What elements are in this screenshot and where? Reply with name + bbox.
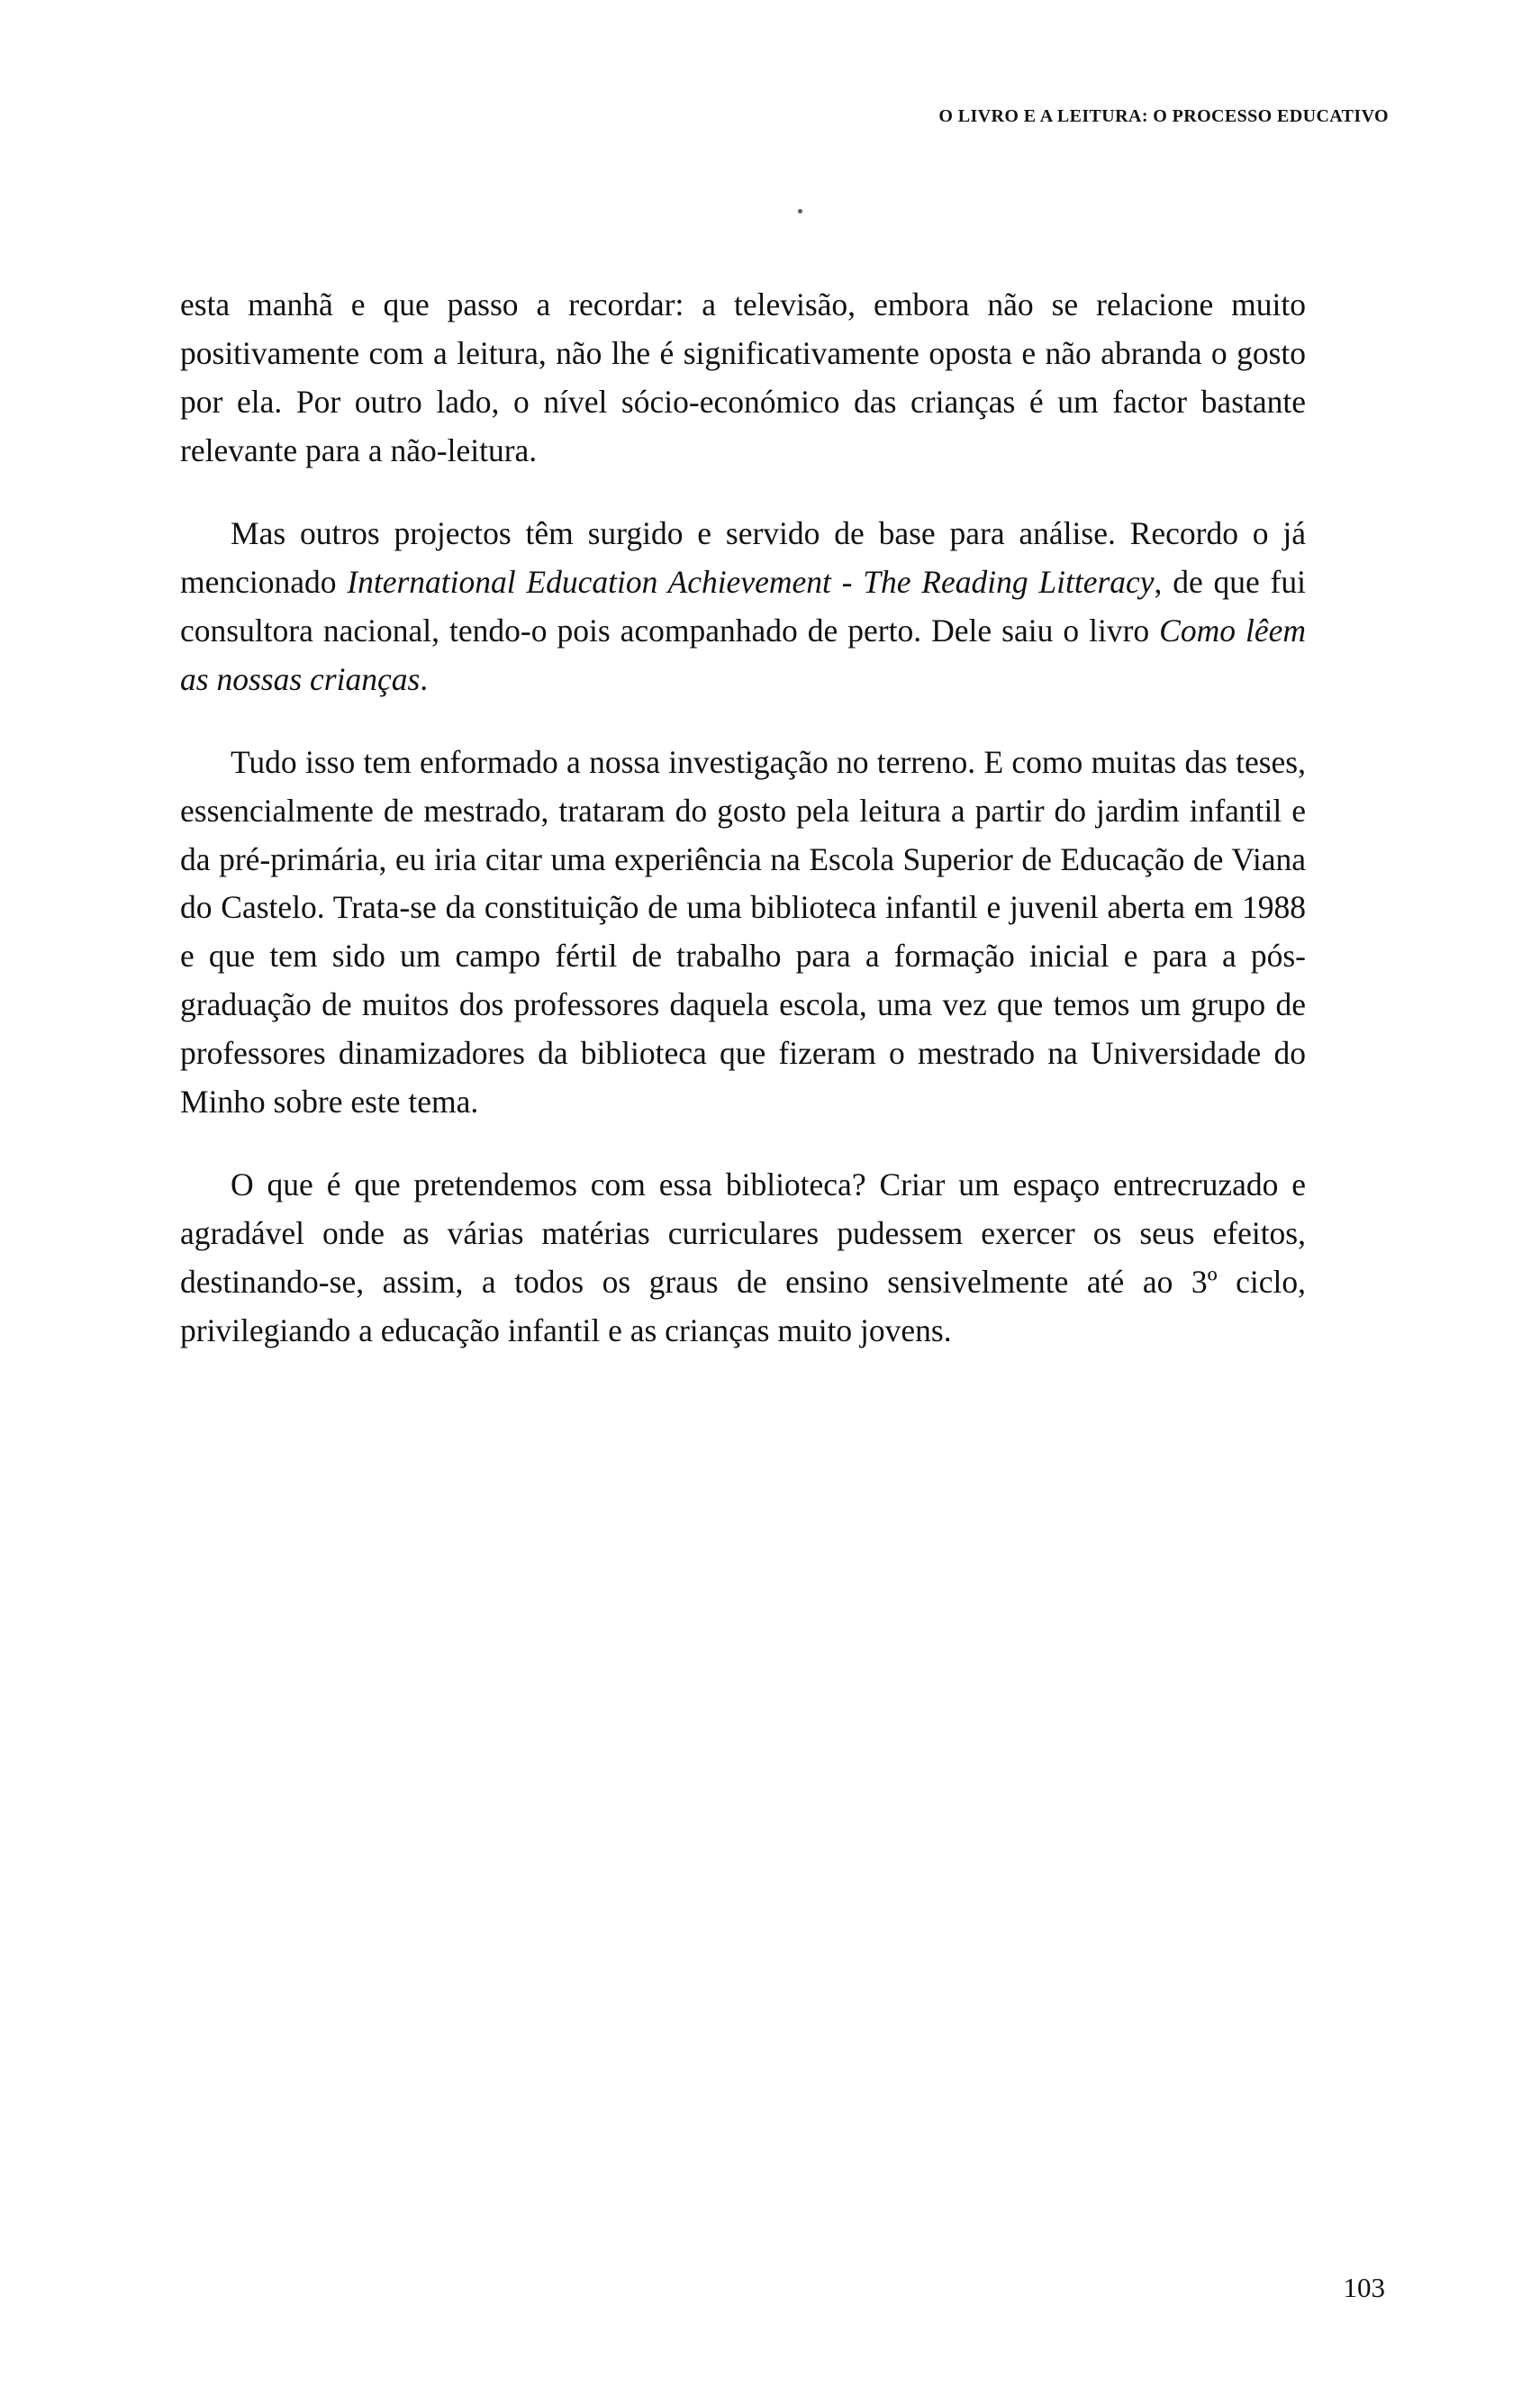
paragraph-p4 [180,1161,1306,1356]
paragraph-p1 [180,281,1306,476]
italic-run: International Education Achievement - The Reading Litteracy [347,563,1155,600]
paragraph-p2 [180,510,1306,704]
paragraph-p3 [180,739,1306,1128]
italic-run: Como lêem as nossas crianças [180,612,1306,697]
text-run: , de que fui consultora nacional, tendo-o pois acompanhado de perto. Dele saiu o livro [180,563,1306,649]
text-run: esta manhã e que passo a recordar: a televisão, embora não se relacione muito positivamente com a leitura, não lhe é significativamente oposta e não abranda o gosto por ela. Por outro lado, o nível sócio-económico das crianças é um factor bastante relevante para a não-leitura. [180,286,1306,468]
text-run: . [420,660,429,697]
text-run: Mas outros projectos têm surgido e servido de base para análise. Recordo o já mencionado [180,514,1306,600]
text-run: Tudo isso tem enformado a nossa investigação no terreno. E como muitas das teses, essencialmente de mestrado, trataram do gosto pela leitura a partir do jardim infantil e da pré-primária, eu iria citar uma experiência na Escola Superior de Educação de Viana do Castelo. Trata-se da constituição de uma biblioteca infantil e juvenil aberta em 1988 e que tem sido um campo fértil de trabalho para a formação inicial e para a pós-graduação de muitos dos professores daquela escola, uma vez que temos um grupo de professores dinamizadores da biblioteca que fizeram o mestrado na Universidade do Minho sobre este tema. [180,743,1306,1121]
text-run: O que é que pretendemos com essa biblioteca? Criar um espaço entrecruzado e agradável onde as várias matérias curriculares pudessem exercer os seus efeitos, destinando-se, assim, a todos os graus de ensino sensivelmente até ao 3º ciclo, privilegiando a educação infantil e as crianças muito jovens. [180,1166,1306,1349]
body-text-column [180,281,1306,1356]
running-head: O LIVRO E A LEITURA: O PROCESSO EDUCATIVO [938,106,1389,126]
stray-mark [798,209,802,213]
page-number: 103 [1343,2272,1385,2303]
